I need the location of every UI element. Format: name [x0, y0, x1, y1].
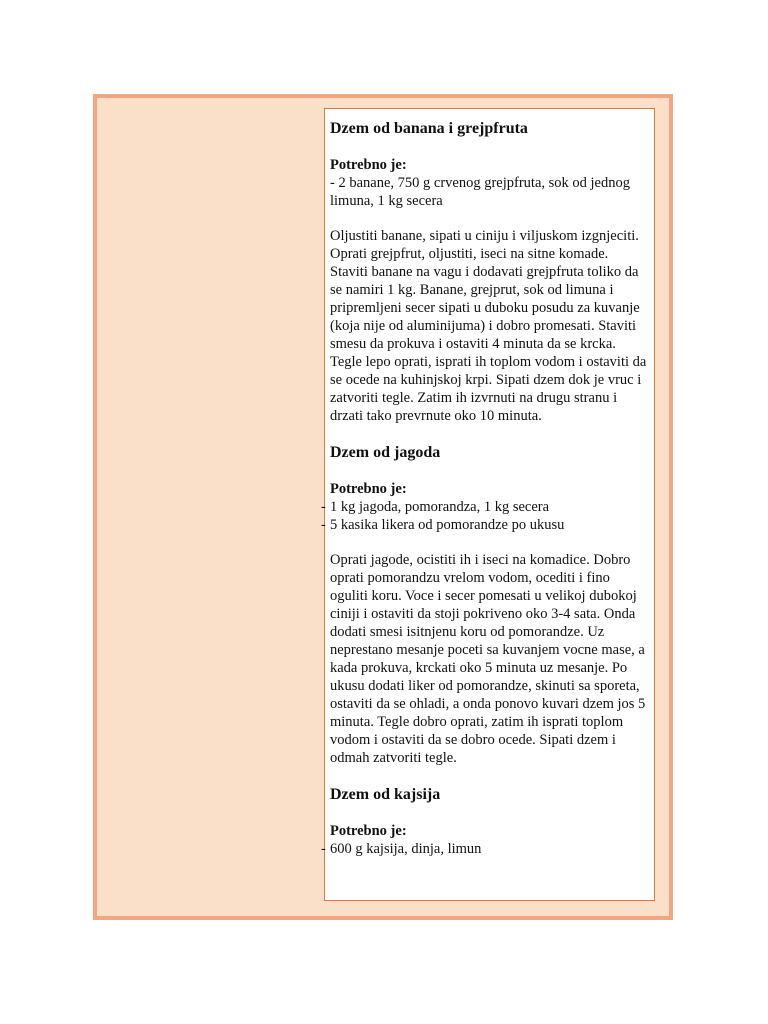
ingredients-label: Potrebno je:: [330, 157, 407, 173]
recipe-banana-grapefruit: [330, 119, 648, 425]
recipe-title: Dzem od kajsija: [330, 786, 441, 803]
ingredient-line: - 1 kg jagoda, pomorandza, 1 kg secera: [330, 498, 648, 516]
recipe-title: Dzem od banana i grejpfruta: [330, 120, 528, 137]
ingredients-label: Potrebno je:: [330, 481, 407, 497]
recipe-strawberry: [330, 443, 648, 767]
ingredient-line: - 5 kasika likera od pomorandze po ukusu: [330, 516, 648, 534]
ingredient-line: - 2 banane, 750 g crvenog grejpfruta, sok od jednog limuna, 1 kg secera: [330, 175, 630, 209]
ingredients-label: Potrebno je:: [330, 823, 407, 839]
recipe-instructions: Oljustiti banane, sipati u ciniju i viljuskom izgnjeciti. Oprati grejpfrut, oljustiti, iseci na sitne komade. Staviti banane na vagu i dodavati grejpfruta toliko da se namiri 1 kg. Banane, grejprut, sok od limuna i pripremljeni secer sipati u duboku posudu za kuvanje (koja nije od aluminijuma) i dobro promesati. Staviti smesu da prokuva i ostaviti 4 minuta da se krcka. Tegle lepo oprati, isprati ih toplom vodom i ostaviti da se ocede na kuhinjskoj krpi. Sipati dzem dok je vruc i zatvoriti tegle. Zatim ih izvrnuti na drugu stranu i drzati tako prevrnute oko 10 minuta.: [330, 228, 647, 424]
ingredient-line: - 600 g kajsija, dinja, limun: [330, 840, 648, 858]
recipe-instructions: Oprati jagode, ocistiti ih i iseci na komadice. Dobro oprati pomorandzu vrelom vodom, ocediti i fino oguliti koru. Voce i secer pomesati u velikoj dubokoj ciniji i ostaviti da stoji pokriveno oko 3-4 sata. Onda dodati smesi isitnjenu koru od pomorandze. Uz neprestano mesanje poceti sa kuvanjem vocne mase, a kada prokuva, krckati oko 5 minuta uz mesanje. Po ukusu dodati liker od pomorandze, skinuti sa sporeta, ostaviti da se ohladi, a onda ponovo kuvari dzem jos 5 minuta. Tegle dobro oprati, zatim ih isprati toplom vodom i ostaviti da se dobro ocede. Sipati dzem i odmah zatvoriti tegle.: [330, 552, 646, 766]
recipe-title: Dzem od jagoda: [330, 444, 441, 461]
recipe-apricot: [330, 785, 648, 858]
recipe-content: [330, 117, 648, 858]
